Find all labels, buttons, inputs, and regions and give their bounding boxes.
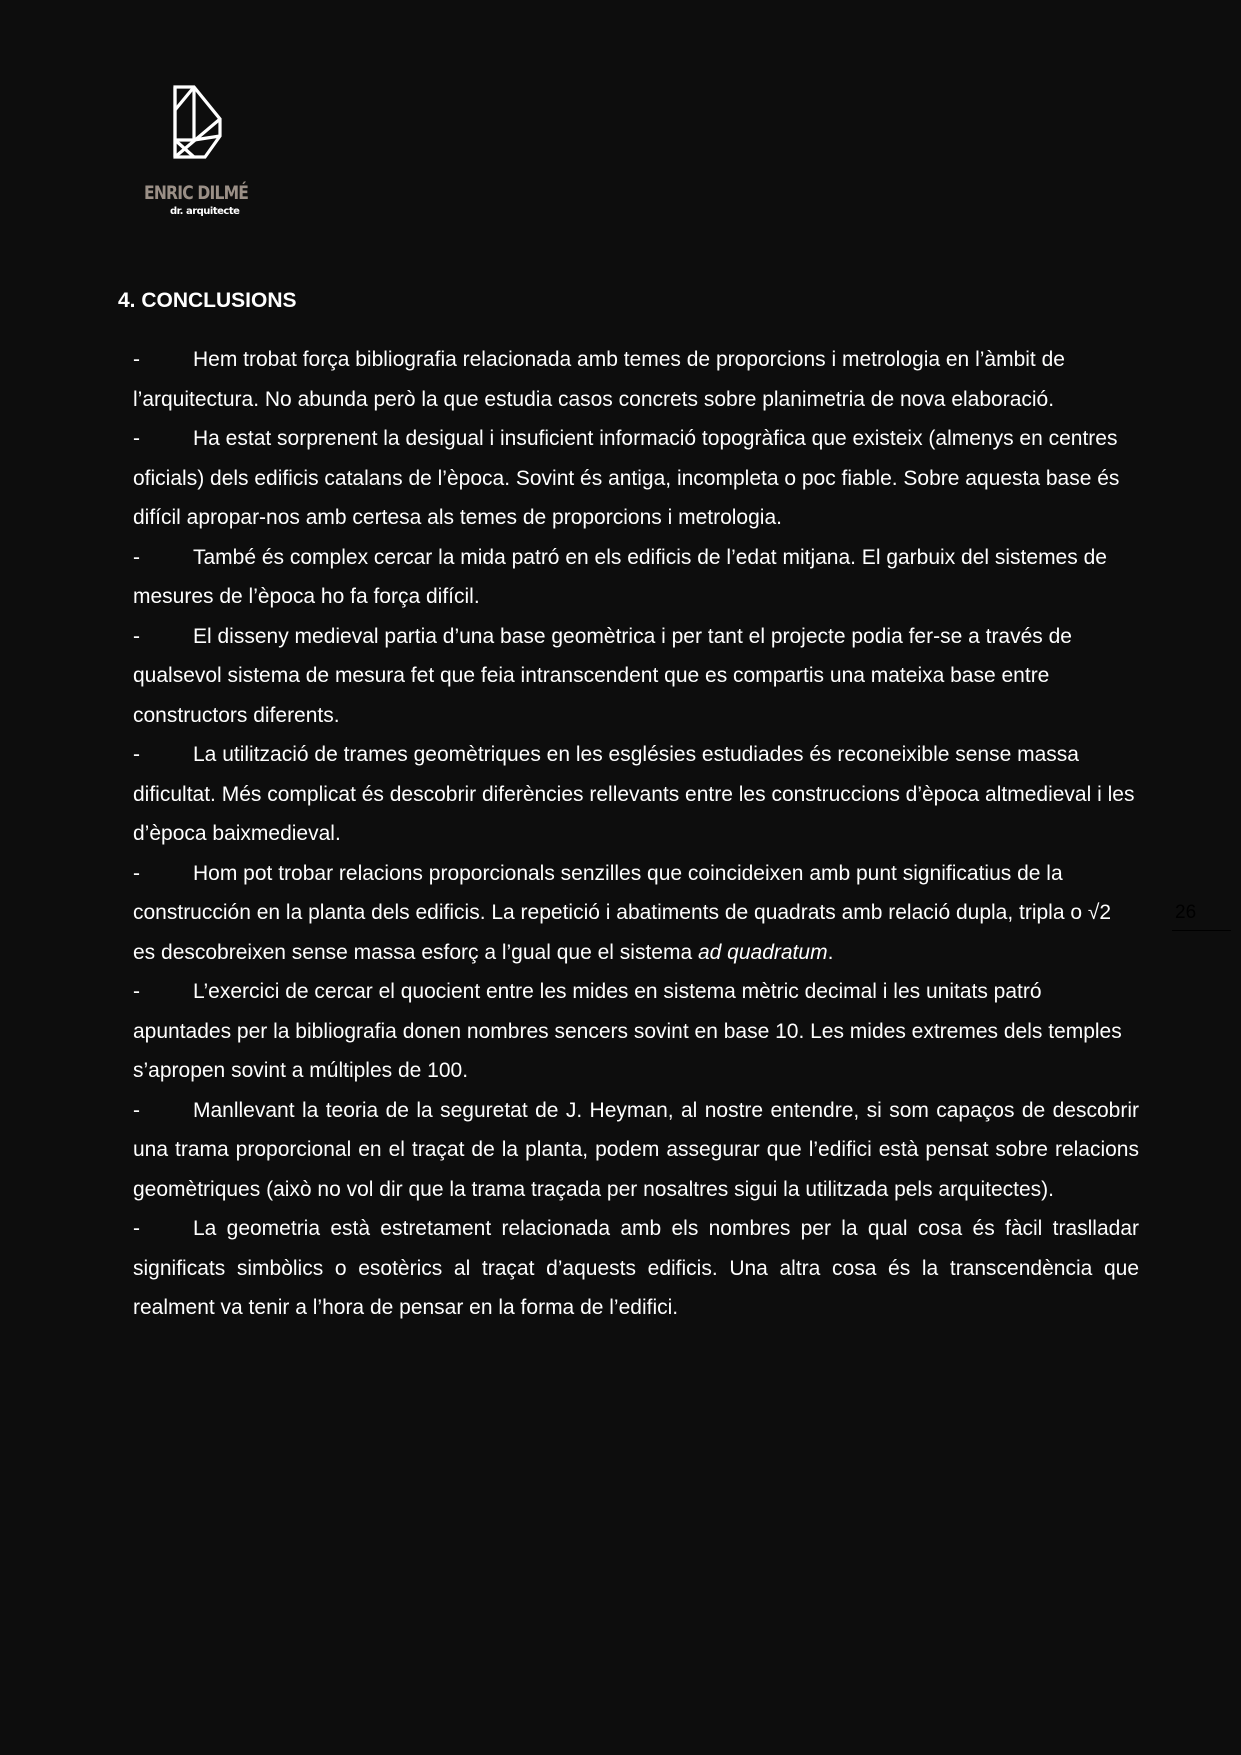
conclusion-text: Manllevant la teoria de la seguretat de J. Heyman, al nostre entendre, si som capaços de descobrir una trama proporcional en el traçat de la planta, podem assegurar que l’edifici està pensat sobre relacions geomètriques (això no vol dir que la trama traçada per nosaltres sigui la utilitzada pels arquitectes). [133, 1098, 1139, 1201]
list-marker: - [133, 861, 140, 885]
list-marker: - [133, 348, 140, 371]
conclusion-text: La geometria està estretament relacionada amb els nombres per la qual cosa és fàcil traslladar significats simbòlics o esotèrics al traçat d’aquests edificis. Una altra cosa és la transcendència que realment va tenir a l’hora de pensar en la forma de l’edifici. [133, 1217, 1139, 1319]
conclusion-text: També és complex cercar la mida patró en els edificis de l’edat mitjana. El garbuix del sistemes de mesures de l’època ho fa força difícil. [133, 545, 1107, 608]
conclusion-text: Hom pot trobar relacions proporcionals senzilles que coincideixen amb punt significatius de la construcción en la planta dels edificis. La repetició i abatiments de quadrats amb relació dupla, tripla o √2 es descobreixen sense massa esforç a l’gual que el sistema [133, 861, 1112, 964]
section-title: 4. CONCLUSIONS [118, 289, 297, 312]
list-marker: - [133, 743, 140, 766]
page-number: 26 [1172, 902, 1231, 931]
list-marker: - [133, 624, 140, 648]
conclusions-list [133, 340, 1139, 1328]
conclusion-text: Ha estat sorprenent la desigual i insuficient informació topogràfica que existeix (almenys en centres oficials) dels edificis catalans de l’època. Sovint és antiga, incompleta o poc fiable. Sobre aquesta base és difícil apropar-nos amb certesa als temes de proporcions i metrologia. [133, 427, 1120, 529]
list-marker: - [133, 427, 140, 450]
conclusion-item [133, 1209, 1139, 1328]
conclusion-item [133, 854, 1139, 973]
conclusion-item [133, 735, 1139, 854]
conclusion-item [133, 1091, 1139, 1210]
conclusion-item [133, 972, 1139, 1091]
geometric-d-logo-icon [172, 84, 224, 160]
conclusion-item [133, 617, 1139, 736]
logo [128, 84, 268, 217]
conclusion-item [133, 340, 1139, 419]
conclusion-text-end: . [827, 940, 834, 964]
logo-name: ENRIC DILMÉ [144, 182, 249, 204]
list-marker: - [133, 980, 140, 1003]
conclusion-item [133, 538, 1139, 617]
list-marker: - [133, 1098, 140, 1122]
conclusion-text: Hem trobat força bibliografia relacionada amb temes de proporcions i metrologia en l’àmbit de l’arquitectura. No abunda però la que estudia casos concrets sobre planimetria de nova elaboració. [133, 348, 1065, 411]
conclusion-text: L’exercici de cercar el quocient entre les mides en sistema mètric decimal i les unitats patró apuntades per la bibliografia donen nombres sencers sovint en base 10. Les mides extremes dels temples s’apropen sovint a múltiples de 100. [133, 980, 1122, 1082]
list-marker: - [133, 545, 140, 569]
conclusion-italic-term: ad quadratum [697, 940, 828, 964]
logo-subtitle: dr. arquitecte [170, 206, 240, 217]
conclusion-text: El disseny medieval partia d’una base geomètrica i per tant el projecte podia fer-se a través de qualsevol sistema de mesura fet que feia intranscendent que es compartis una mateixa base entre constructors diferents. [133, 624, 1072, 727]
list-marker: - [133, 1217, 140, 1240]
conclusion-item [133, 419, 1139, 538]
conclusion-text: La utilització de trames geomètriques en les esglésies estudiades és reconeixible sense massa dificultat. Més complicat és descobrir diferències rellevants entre les construccions d’època altmedieval i les d’època baixmedieval. [133, 743, 1135, 845]
